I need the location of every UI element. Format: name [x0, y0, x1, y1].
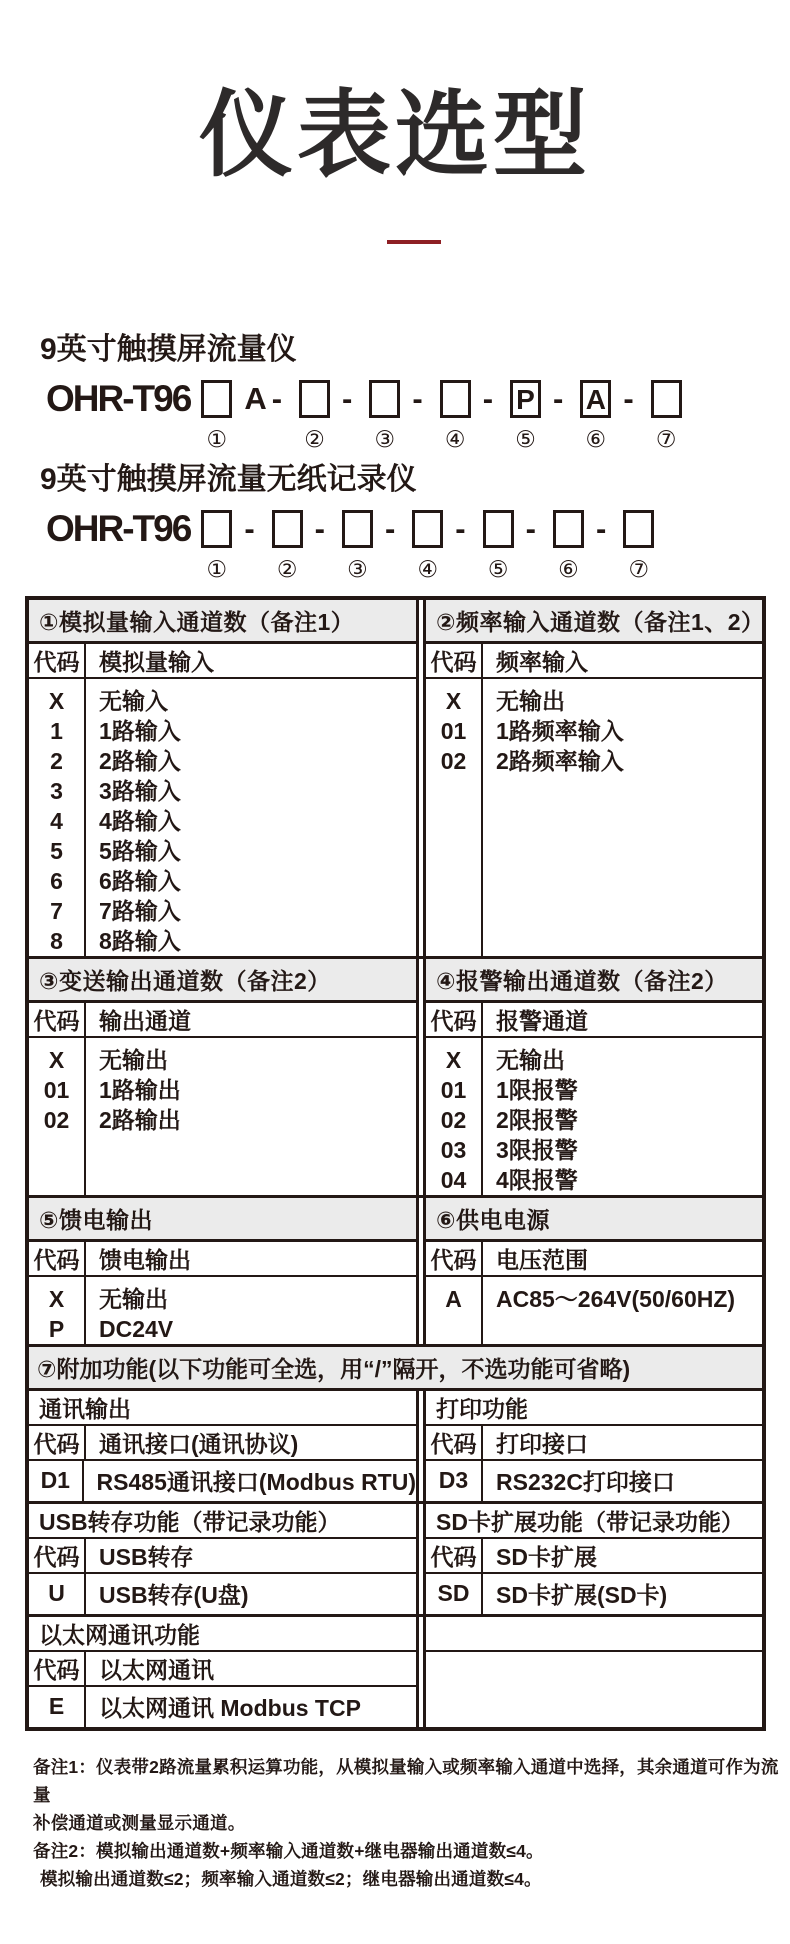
note-line-2: 补偿通道或测量显示通道。: [33, 1812, 246, 1833]
column-headers: [29, 1539, 416, 1574]
section-title: ①模拟量输入通道数（备注1）: [29, 600, 416, 644]
table-row: [426, 1574, 762, 1614]
desc-cell: 5路输入: [99, 837, 181, 864]
desc-header: 馈电输出: [99, 1246, 191, 1273]
code-header: 代码: [29, 1652, 86, 1685]
position-marker-2: ②: [276, 555, 298, 582]
table-row: [29, 1574, 416, 1614]
footer-notes: [33, 1753, 790, 1893]
note-line-1: 备注1：仪表带2路流量累积运算功能，从模拟量输入或频率输入通道中选择，其余通道可作为流量: [33, 1756, 779, 1805]
desc-header: 通讯接口(通讯协议): [99, 1430, 299, 1457]
code-header: 代码: [29, 1426, 86, 1459]
column-headers: [29, 1652, 416, 1687]
model-joiner: -: [525, 510, 541, 546]
group-title: 以太网通讯功能: [29, 1617, 416, 1652]
position-marker-1: ①: [206, 425, 228, 452]
desc-cell: RS232C打印接口: [496, 1469, 675, 1496]
table-row: [426, 1461, 762, 1501]
section-body: [426, 1038, 762, 1195]
table-row: [29, 1461, 416, 1501]
group-title: SD卡扩展功能（带记录功能）: [426, 1504, 762, 1539]
desc-header: 模拟量输入: [99, 648, 214, 675]
code-cell: X: [48, 1285, 65, 1312]
code-cell: P: [48, 1315, 65, 1342]
model-segment: [483, 510, 514, 582]
desc-cell: 6路输入: [99, 867, 181, 894]
desc-cell: SD卡扩展(SD卡): [496, 1582, 668, 1609]
table-row: [29, 1687, 416, 1727]
code-cell: 5: [50, 837, 63, 864]
product-heading-paperless-recorder: 9英寸触摸屏流量无纸记录仪: [40, 462, 417, 496]
column-headers: [426, 1426, 762, 1461]
code-header: 代码: [426, 1426, 483, 1459]
group-title: 打印功能: [426, 1391, 762, 1426]
desc-header: 电压范围: [496, 1246, 588, 1273]
group-body: [426, 1574, 762, 1614]
position-marker-4: ④: [444, 425, 466, 452]
column-headers: [426, 1003, 762, 1038]
desc-cell: USB转存(U盘): [99, 1582, 249, 1609]
model-box-6: [553, 510, 584, 548]
position-marker-7: ⑦: [655, 425, 677, 452]
desc-cell: 3路输入: [99, 777, 181, 804]
table-band-usb-sd: [29, 1501, 762, 1614]
desc-cell: 无输出: [99, 1285, 168, 1312]
model-joiner: -: [384, 510, 401, 546]
code-cell: 01: [440, 1076, 467, 1103]
code-cell: X: [445, 1046, 462, 1073]
model-joiner: -: [342, 380, 358, 416]
model-segment: [412, 510, 443, 582]
code-cell: X: [48, 1046, 65, 1073]
position-marker-3: ③: [347, 555, 368, 582]
model-box-3: [342, 510, 373, 548]
code-column: [29, 1277, 86, 1344]
note-line-4: 模拟输出通道数≤2；频率输入通道数≤2；继电器输出通道数≤4。: [40, 1868, 542, 1889]
group-ethernet: [29, 1617, 419, 1727]
desc-header: 频率输入: [496, 648, 588, 675]
code-cell: 02: [440, 747, 467, 774]
code-cell: X: [445, 687, 462, 714]
desc-column: [483, 1038, 762, 1195]
model-box-4: [440, 380, 471, 418]
model-joiner: -: [412, 380, 428, 416]
model-box-7: [651, 380, 682, 418]
group-title: 通讯输出: [29, 1391, 416, 1426]
column-headers: [29, 1242, 416, 1277]
table-band-analog-frequency: [29, 600, 765, 956]
code-cell: 03: [440, 1136, 467, 1163]
model-segment: [201, 510, 232, 582]
model-box-2: [299, 380, 330, 418]
code-cell: X: [48, 687, 65, 714]
model-joiner: -: [595, 510, 612, 546]
desc-cell: 1路频率输入: [496, 717, 624, 744]
code-cell: 1: [50, 717, 63, 744]
code-cell: D3: [426, 1461, 483, 1501]
group-body: [426, 1461, 762, 1501]
model-joiner: A-: [244, 380, 288, 416]
column-headers: [29, 644, 416, 679]
section-frequency-input: [423, 600, 765, 956]
section-title: ④报警输出通道数（备注2）: [426, 959, 762, 1003]
group-body: [29, 1574, 416, 1614]
model-joiner: -: [553, 380, 569, 416]
desc-header: 以太网通讯: [99, 1656, 214, 1683]
group-body: [29, 1461, 416, 1501]
position-marker-2: ②: [304, 425, 325, 452]
selection-table: [25, 596, 766, 1731]
code-column: [426, 679, 483, 956]
desc-cell: 8路输入: [99, 927, 181, 954]
code-column: [29, 679, 86, 956]
model-segment: [299, 380, 330, 452]
section-body: [29, 679, 416, 956]
column-headers: [426, 1539, 762, 1574]
desc-header: 输出通道: [99, 1007, 191, 1034]
model-box-1: [201, 510, 232, 548]
position-marker-1: ①: [206, 555, 228, 582]
desc-cell: 无输入: [99, 687, 168, 714]
model-box-5: P: [510, 380, 541, 418]
code-column: [29, 1038, 86, 1195]
code-header: 代码: [426, 1539, 483, 1572]
code-cell: 3: [50, 777, 63, 804]
section-title: ③变送输出通道数（备注2）: [29, 959, 416, 1003]
code-cell: D1: [29, 1461, 84, 1501]
group-title: USB转存功能（带记录功能）: [29, 1504, 416, 1539]
model-segment: [440, 380, 471, 452]
column-headers: [426, 1242, 762, 1277]
page-title: 仪表选型: [198, 82, 591, 187]
section-body: [29, 1038, 416, 1195]
section-title: ⑤馈电输出: [29, 1198, 416, 1242]
desc-cell: 无输出: [496, 687, 565, 714]
desc-cell: DC24V: [99, 1315, 174, 1342]
model-segment: [272, 510, 303, 582]
code-header: 代码: [29, 644, 86, 677]
desc-column: [86, 1038, 416, 1195]
section-feed-output: [29, 1198, 419, 1344]
column-headers: [29, 1426, 416, 1461]
column-headers: [29, 1003, 416, 1038]
code-cell: 02: [440, 1106, 467, 1133]
desc-cell: 1限报警: [496, 1076, 578, 1103]
model-box-2: [272, 510, 303, 548]
code-header: 代码: [29, 1539, 86, 1572]
desc-header: USB转存: [99, 1543, 194, 1570]
desc-column: [86, 679, 416, 956]
desc-cell: 无输出: [496, 1046, 565, 1073]
model-segment: [623, 510, 654, 582]
desc-column: [483, 679, 762, 956]
code-cell: 8: [50, 927, 63, 954]
code-cell: 4: [50, 807, 63, 834]
model-joiner: -: [314, 510, 330, 546]
desc-cell: 2路频率输入: [496, 747, 624, 774]
position-marker-5: ⑤: [515, 425, 536, 452]
desc-cell: 以太网通讯 Modbus TCP: [99, 1695, 361, 1722]
desc-cell: 4路输入: [99, 807, 181, 834]
table-band-feed-power: [29, 1195, 762, 1344]
model-joiner: -: [623, 380, 639, 416]
code-cell: 6: [50, 867, 63, 894]
code-cell: E: [29, 1687, 86, 1727]
code-header: 代码: [426, 1242, 483, 1275]
desc-cell: 4限报警: [496, 1166, 578, 1193]
table-band-ethernet: [29, 1614, 762, 1727]
column-headers: [426, 644, 762, 679]
model-prefix: OHR-T96: [46, 507, 191, 549]
desc-header: SD卡扩展: [496, 1543, 597, 1570]
model-box-5: [483, 510, 514, 548]
desc-cell: 2限报警: [496, 1106, 578, 1133]
desc-cell: RS485通讯接口(Modbus RTU): [96, 1469, 416, 1496]
model-box-6: A: [580, 380, 611, 418]
desc-cell: 2路输入: [99, 747, 181, 774]
section-power-supply: [423, 1198, 762, 1344]
table-band-comm-print: [29, 1388, 762, 1501]
group-sd-card: [423, 1504, 762, 1614]
group-print-function: [423, 1391, 762, 1501]
desc-cell: 7路输入: [99, 897, 181, 924]
desc-cell: 1路输入: [99, 717, 181, 744]
code-cell: 01: [43, 1076, 70, 1103]
model-joiner: -: [455, 510, 471, 546]
code-cell: 01: [440, 717, 467, 744]
group-body: [29, 1687, 416, 1727]
section-transmit-output: [29, 959, 419, 1195]
title-divider: [387, 240, 441, 244]
model-box-3: [369, 380, 400, 418]
desc-cell: 无输出: [99, 1046, 168, 1073]
desc-column: [483, 1277, 762, 1344]
desc-cell: 3限报警: [496, 1136, 578, 1163]
model-joiner: -: [244, 510, 260, 546]
code-column: [426, 1277, 483, 1344]
model-segment: [580, 380, 611, 452]
desc-column: [86, 1277, 416, 1344]
model-segment: [510, 380, 541, 452]
code-header: 代码: [29, 1242, 86, 1275]
code-cell: SD: [426, 1574, 483, 1614]
position-marker-4: ④: [417, 555, 439, 582]
section-body: [29, 1277, 416, 1344]
model-box-4: [412, 510, 443, 548]
code-cell: 04: [440, 1166, 467, 1193]
section-body: [426, 679, 762, 956]
model-code-line-2: [46, 507, 790, 582]
section-body: [426, 1277, 762, 1344]
group-body-empty: [426, 1652, 762, 1727]
code-header: 代码: [426, 644, 483, 677]
model-code-line-1: [46, 377, 790, 452]
position-marker-3: ③: [374, 425, 396, 452]
code-cell: 2: [50, 747, 63, 774]
group-usb-transfer: [29, 1504, 419, 1614]
desc-cell: 1路输出: [99, 1076, 181, 1103]
code-cell: U: [29, 1574, 86, 1614]
section-title: ⑥供电电源: [426, 1198, 762, 1242]
position-marker-6: ⑥: [558, 555, 579, 582]
position-marker-5: ⑤: [487, 555, 509, 582]
model-segment: [369, 380, 400, 452]
section-alarm-output: [423, 959, 762, 1195]
product-heading-flow-meter: 9英寸触摸屏流量仪: [40, 332, 297, 366]
group-comm-output: [29, 1391, 419, 1501]
section-analog-input: [29, 600, 419, 956]
model-joiner: -: [482, 380, 499, 416]
code-header: 代码: [426, 1003, 483, 1036]
position-marker-6: ⑥: [585, 425, 607, 452]
code-cell: 02: [43, 1106, 70, 1133]
model-box-7: [623, 510, 654, 548]
code-column: [426, 1038, 483, 1195]
desc-header: 报警通道: [496, 1007, 588, 1034]
model-box-1: [201, 380, 232, 418]
model-segment: [651, 380, 682, 452]
group-empty: [423, 1617, 762, 1727]
code-cell: A: [445, 1285, 462, 1312]
extra-functions-header: ⑦附加功能(以下功能可全选，用“/”隔开，不选功能可省略): [29, 1347, 762, 1388]
code-header: 代码: [29, 1003, 86, 1036]
model-segment: [342, 510, 373, 582]
code-cell: 7: [50, 897, 63, 924]
section-title: ②频率输入通道数（备注1、2）: [426, 600, 762, 644]
desc-cell: AC85～264V(50/60HZ): [496, 1285, 736, 1312]
model-prefix: OHR-T96: [46, 377, 191, 419]
group-title-empty: [426, 1617, 762, 1652]
position-marker-7: ⑦: [628, 555, 650, 582]
model-segment: [553, 510, 584, 582]
table-band-extra-header: [29, 1344, 762, 1388]
model-segment: [201, 380, 232, 452]
desc-header: 打印接口: [496, 1430, 588, 1457]
note-line-3: 备注2：模拟输出通道数+频率输入通道数+继电器输出通道数≤4。: [33, 1840, 544, 1861]
table-band-transmit-alarm: [29, 956, 762, 1195]
desc-cell: 2路输出: [99, 1106, 181, 1133]
